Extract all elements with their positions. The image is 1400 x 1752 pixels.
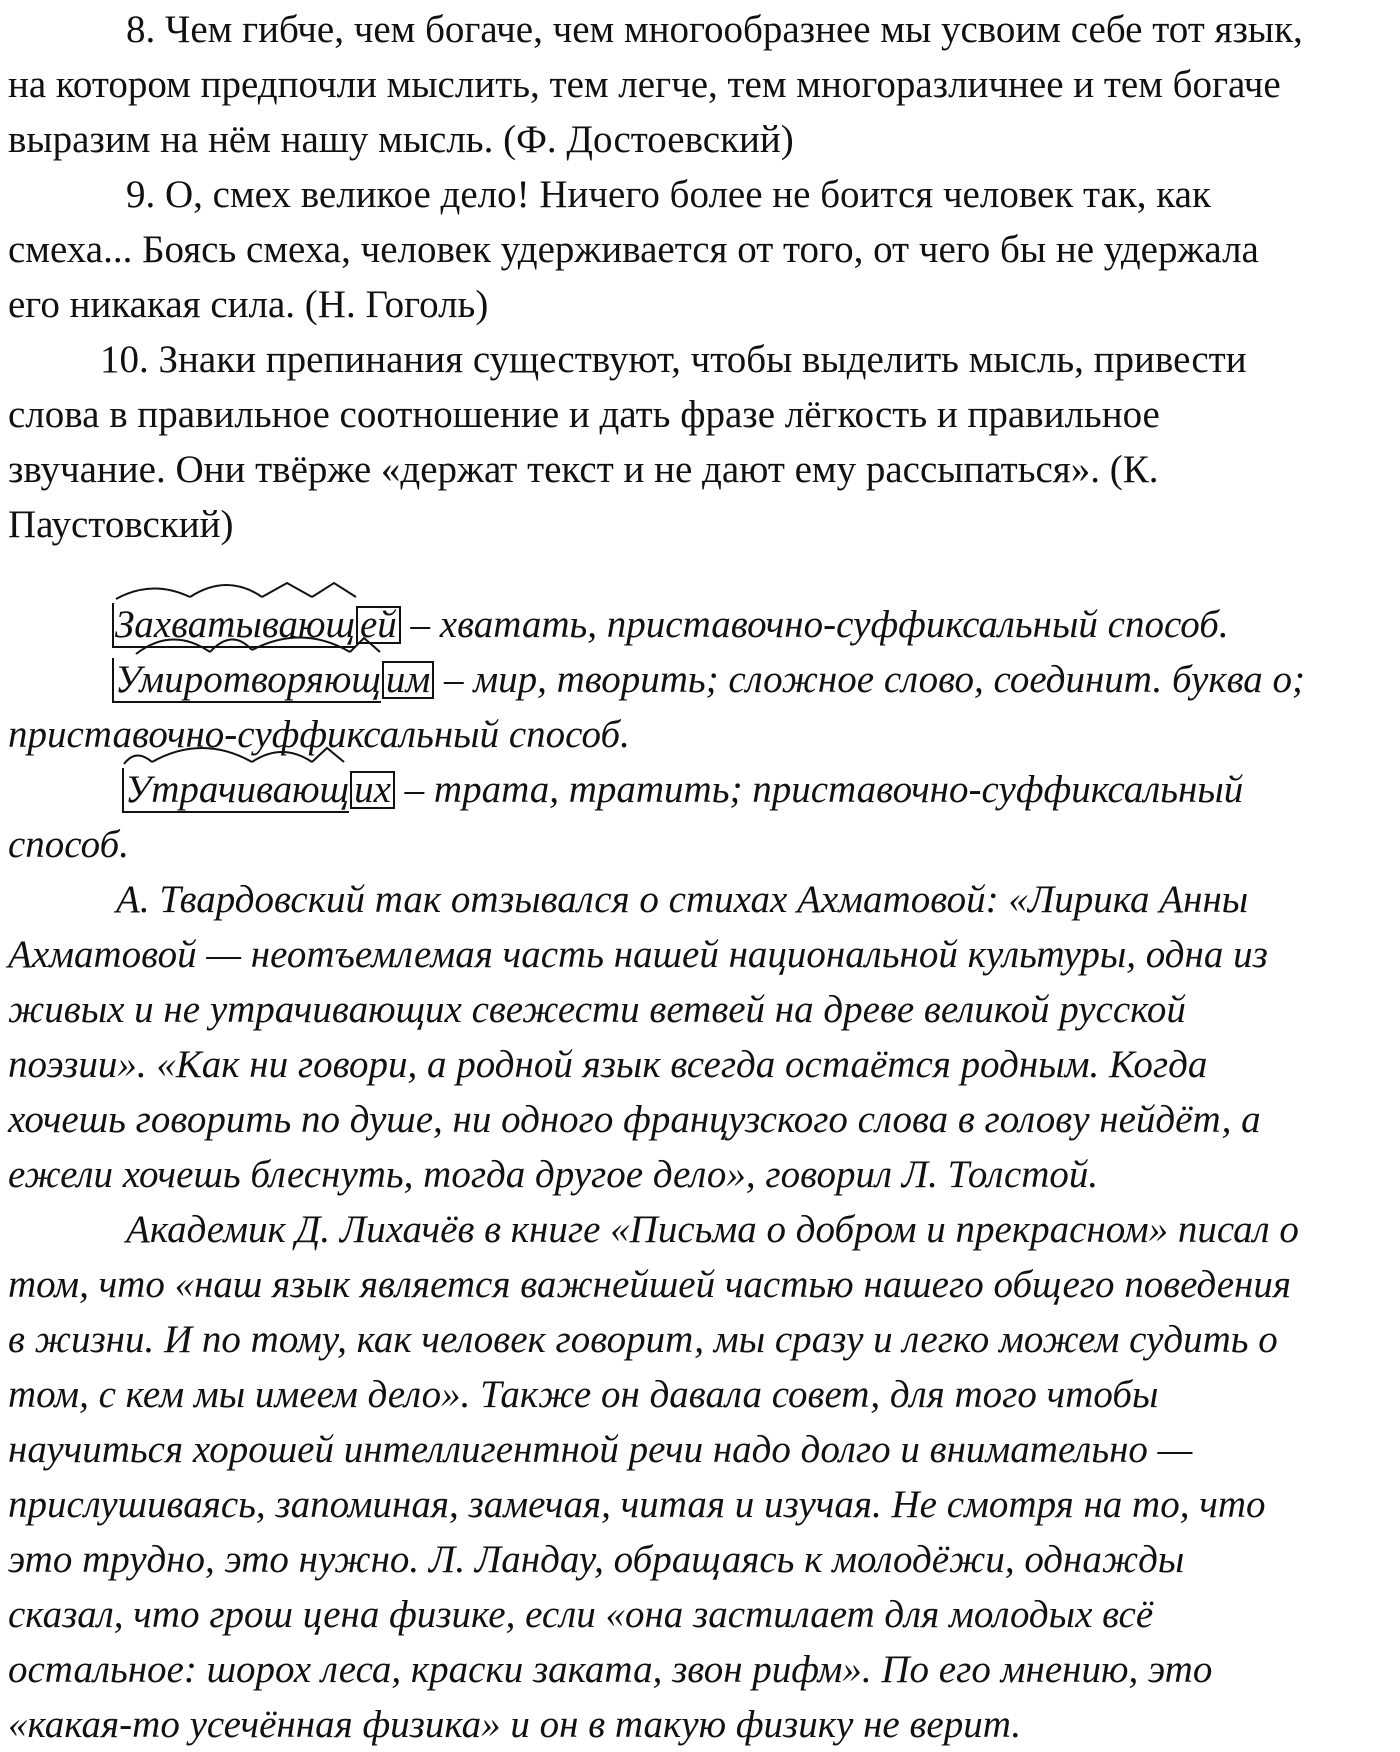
quote-9-line-3: его никакая сила. (Н. Гоголь)	[8, 283, 489, 326]
analysis-1-text: – хватать, приставочно-суффиксальный способ.	[410, 603, 1229, 646]
analysis-2-continuation: приставочно-суффиксальный способ.	[8, 713, 630, 756]
analysis-2	[8, 652, 1388, 707]
quote-10-line-2: слова в правильное соотношение и дать фразе лёгкость и правильное	[8, 393, 1160, 436]
essay-p2-line-7: это трудно, это нужно. Л. Ландау, обращаясь к молодёжи, однажды	[8, 1538, 1185, 1581]
quote-8-line-1: 8. Чем гибче, чем богаче, чем многообразнее мы усвоим себе тот язык,	[126, 8, 1303, 51]
analysis-3-word	[122, 762, 395, 817]
essay-p1-line-5: хочешь говорить по душе, ни одного французского слова в голову нейдёт, а	[8, 1098, 1261, 1141]
quote-9-line-1: 9. О, смех великое дело! Ничего более не боится человек так, как	[126, 173, 1211, 216]
essay-p2-line-1: Академик Д. Лихачёв в книге «Письма о добром и прекрасном» писал о	[126, 1208, 1299, 1251]
analysis-3	[8, 762, 1388, 817]
analysis-2-text: – мир, творить; сложное слово, соединит. буква о;	[443, 658, 1305, 701]
essay-p1-line-1: А. Твардовский так отзывался о стихах Ахматовой: «Лирика Анны	[116, 878, 1249, 921]
quote-10-line-3: звучание. Они твёрже «держат текст и не дают ему рассыпаться». (К.	[8, 448, 1159, 491]
quote-8-line-3: выразим на нём нашу мысль. (Ф. Достоевский)	[8, 118, 794, 161]
essay-p1-line-6: ежели хочешь блеснуть, тогда другое дело», говорил Л. Толстой.	[8, 1153, 1099, 1196]
analysis-1-ending: ей	[356, 606, 401, 644]
essay-p2-line-5: научиться хорошей интеллигентной речи надо долго и внимательно —	[8, 1428, 1193, 1471]
analysis-2-word	[112, 652, 434, 707]
essay-p1-line-3: живых и не утрачивающих свежести ветвей на древе великой русской	[8, 988, 1186, 1031]
essay-p2-line-10: «какая-то усечённая физика» и он в такую физику не верит.	[8, 1703, 1022, 1746]
analysis-3-continuation: способ.	[8, 823, 129, 866]
essay-p2-line-9: остальное: шорох леса, краски заката, звон рифм». По его мнению, это	[8, 1648, 1213, 1691]
essay-p2-line-8: сказал, что грош цена физике, если «она застилает для молодых всё	[8, 1593, 1154, 1636]
quote-10-line-4: Паустовский)	[8, 503, 234, 546]
essay-p2-line-6: прислушиваясь, запоминая, замечая, читая и изучая. Не смотря на то, что	[8, 1483, 1266, 1526]
analysis-3-ending: их	[350, 771, 395, 809]
analysis-2-stem: Умиротворяющ	[112, 658, 381, 703]
essay-p2-line-4: том, с кем мы имеем дело». Также он давала совет, для того чтобы	[8, 1373, 1159, 1416]
analysis-1-stem: Захватывающ	[112, 603, 355, 648]
analysis-3-text: – трата, тратить; приставочно-суффиксальный	[404, 768, 1244, 811]
document-page	[8, 2, 1388, 1752]
morpheme-arcs-3	[122, 740, 382, 768]
essay-p2-line-2: том, что «наш язык является важнейшей частью нашего общего поведения	[8, 1263, 1292, 1306]
essay-p1-line-4: поэзии». «Как ни говори, а родной язык всегда остаётся родным. Когда	[8, 1043, 1208, 1086]
analysis-3-stem: Утрачивающ	[122, 768, 349, 813]
quote-9-line-2: смеха... Боясь смеха, человек удерживается от того, от чего бы не удержала	[8, 228, 1259, 271]
essay-p2-line-3: в жизни. И по тому, как человек говорит, мы сразу и легко можем судить о	[8, 1318, 1278, 1361]
morpheme-arcs-1	[112, 575, 392, 603]
essay-p1-line-2: Ахматовой — неотъемлемая часть нашей национальной культуры, одна из	[8, 933, 1268, 976]
quote-10-line-1: 10. Знаки препинания существуют, чтобы выделить мысль, привести	[100, 338, 1247, 381]
quote-8-line-2: на котором предпочли мыслить, тем легче, тем многоразличнее и тем богаче	[8, 63, 1281, 106]
analysis-2-ending: им	[382, 661, 434, 699]
morpheme-arcs-2	[112, 630, 412, 658]
